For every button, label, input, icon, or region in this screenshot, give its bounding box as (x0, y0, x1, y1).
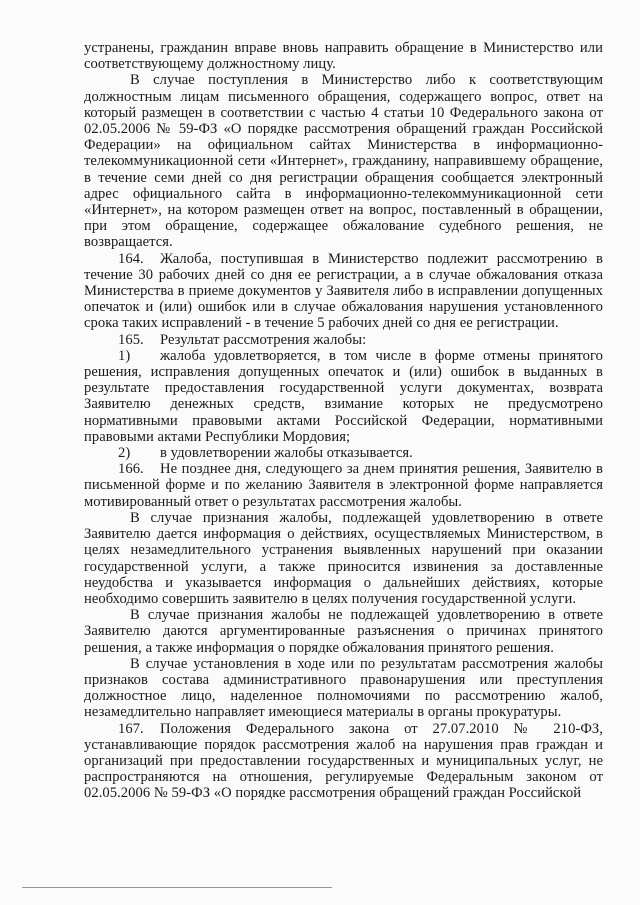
list-item-text: в удовлетворении жалобы отказывается. (160, 445, 413, 462)
clause-number: 167. (118, 720, 144, 737)
document-body (84, 40, 603, 802)
paragraph-published-answer: В случае поступления в Министерство либо к соответствующим должностным лицам письменного обращения, содержащего вопрос, ответ на который размещен в соответствии с частью 4 статьи 10 Федерального закона от 02.05.2006 № 59-ФЗ «О порядке рассмотрения обращений граждан Российской Федерации» на официальном сайтах Министерства в информационно-телекоммуникационной сети «Интернет», гражданину, направившему обращение, в течение семи дней со дня регистрации обращения сообщается электронный адрес официального сайта в информационно-телекоммуникационной сети «Интернет», на котором размещен ответ на вопрос, поставленный в обращении, при этом обращение, содержащее обжалование судебного решения, не возвращается. (84, 72, 603, 251)
paragraph-complaint-satisfied: В случае признания жалобы, подлежащей удовлетворению в ответе Заявителю дается информация о действиях, осуществляемых Министерством, в целях незамедлительного устранения выявленных нарушений при оказании государственной услуги, а также приносится извинения за доставленные неудобства и указывается информация о дальнейших действиях, которые необходимо совершить заявителю в целях получения государственной услуги. (84, 509, 603, 607)
clause-164 (84, 251, 603, 332)
list-item-2 (84, 445, 603, 461)
paragraph-continuation: устранены, гражданин вправе вновь направить обращение в Министерство или соответствующему должностному лицу. (84, 40, 603, 73)
list-marker: 1) (118, 347, 131, 364)
list-item-text: жалоба удовлетворяется, в том числе в форме отмены принятого решения, исправления допущенных опечаток и (или) ошибок в выданных в результате предоставления государственной услуги документах, возврата Заявителю денежных средств, взимание которых не предусмотрено нормативными правовыми актами Российской Федерации, нормативными правовыми актами Республики Мордовия; (84, 347, 603, 445)
clause-number: 165. (118, 331, 144, 348)
clause-167 (84, 721, 603, 802)
paragraph-complaint-rejected: В случае признания жалобы не подлежащей удовлетворению в ответе Заявителю даются аргументированные разъяснения о причинах принятого решения, а также информация о порядке обжалования принятого решения. (84, 607, 603, 656)
list-marker: 2) (118, 445, 131, 462)
clause-text: Не позднее дня, следующего за днем принятия решения, Заявителю в письменной форме и по желанию Заявителя в электронной форме направляется мотивированный ответ о результатах рассмотрения жалобы. (84, 461, 603, 510)
paragraph-violation-found: В случае установления в ходе или по результатам рассмотрения жалобы признаков состава административного правонарушения или преступления должностное лицо, наделенное полномочиями по рассмотрению жалоб, незамедлительно направляет имеющиеся материалы в органы прокуратуры. (84, 655, 603, 721)
clause-number: 164. (118, 250, 144, 267)
clause-165 (84, 332, 603, 348)
clause-text: Жалоба, поступившая в Министерство подлежит рассмотрению в течение 30 рабочих дней со дня ее регистрации, а в случае обжалования отказа Министерства в приеме документов у Заявителя либо в исправлении допущенных опечаток и (или) ошибок или в случае обжалования нарушения установленного срока таких исправлений - в течение 5 рабочих дней со дня ее регистрации. (84, 250, 603, 332)
clause-166 (84, 461, 603, 510)
footnote-separator-line (22, 887, 332, 888)
list-item-1 (84, 348, 603, 445)
clause-text: Результат рассмотрения жалобы: (160, 331, 367, 348)
clause-number: 166. (118, 461, 144, 478)
clause-text: Положения Федерального закона от 27.07.2010 № 210-ФЗ, устанавливающие порядок рассмотрения жалоб на нарушения прав граждан и организаций при предоставлении государственных и муниципальных услуг, не распространяются на отношения, регулируемые Федеральным законом от 02.05.2006 № 59-ФЗ «О порядке рассмотрения обращений граждан Российской (84, 720, 603, 802)
